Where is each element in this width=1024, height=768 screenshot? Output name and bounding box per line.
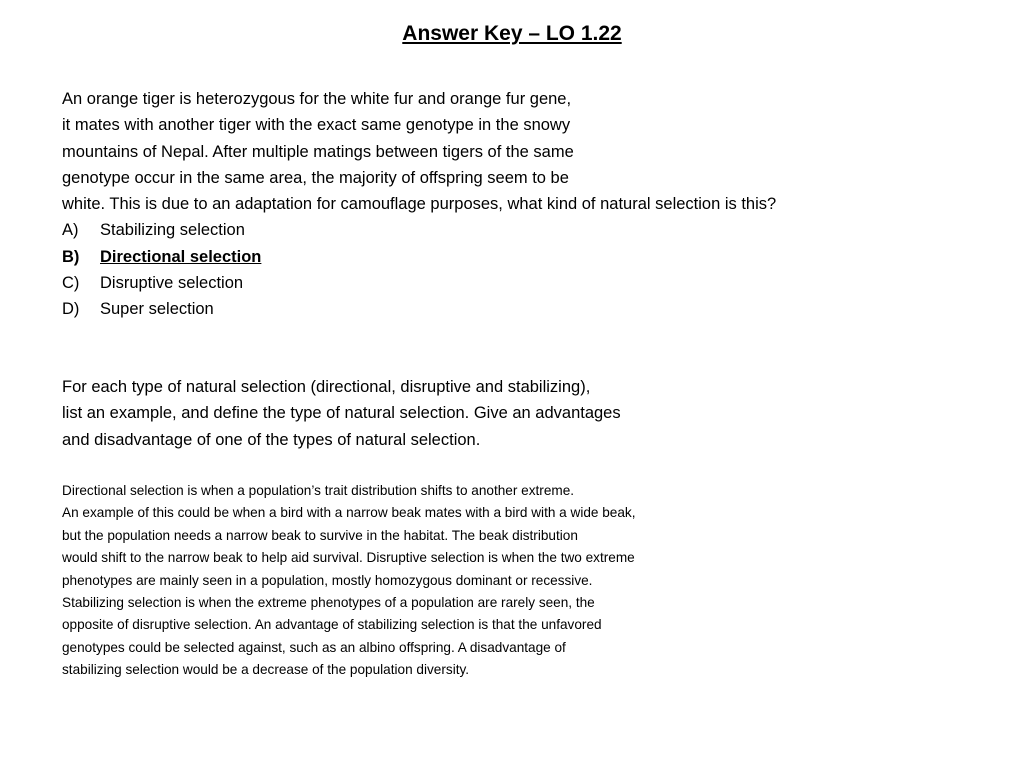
option-d bbox=[62, 296, 992, 322]
question-line: An orange tiger is heterozygous for the white fur and orange fur gene, bbox=[62, 90, 572, 108]
option-letter: C) bbox=[62, 274, 80, 293]
essay-prompt bbox=[62, 374, 992, 453]
option-text: Directional selection bbox=[100, 247, 262, 266]
option-a bbox=[62, 217, 992, 243]
option-letter: B) bbox=[62, 247, 80, 266]
question-line: it mates with another tiger with the exact same genotype in the snowy bbox=[62, 116, 571, 135]
option-b-correct bbox=[62, 244, 992, 270]
answer-line: but the population needs a narrow beak to survive in the habitat. The beak distribution bbox=[62, 527, 578, 543]
page-title: Answer Key – LO 1.22 bbox=[402, 22, 622, 45]
answer-line: phenotypes are mainly seen in a population, mostly homozygous dominant or recessive. bbox=[62, 572, 593, 588]
question-block bbox=[62, 86, 992, 323]
option-c bbox=[62, 270, 992, 296]
question-line: mountains of Nepal. After multiple matings between tigers of the same bbox=[62, 142, 574, 161]
answer-line: Stabilizing selection is when the extreme phenotypes of a population are rarely seen, the bbox=[62, 595, 595, 611]
answer-line: would shift to the narrow beak to help aid survival. Disruptive selection is when the two extreme bbox=[62, 550, 635, 566]
option-letter: D) bbox=[62, 300, 80, 319]
prompt-line: For each type of natural selection (directional, disruptive and stabilizing), bbox=[62, 378, 591, 396]
prompt-line: and disadvantage of one of the types of natural selection. bbox=[62, 430, 481, 449]
question-line: white. This is due to an adaptation for camouflage purposes, what kind of natural selection is this? bbox=[62, 195, 777, 214]
option-letter: A) bbox=[62, 221, 79, 240]
answer-line: An example of this could be when a bird with a narrow beak mates with a bird with a wide beak, bbox=[62, 505, 636, 521]
answer-options bbox=[62, 217, 992, 322]
option-text: Disruptive selection bbox=[100, 274, 244, 293]
prompt-line: list an example, and define the type of natural selection. Give an advantages bbox=[62, 404, 621, 423]
answer-line: Directional selection is when a population’s trait distribution shifts to another extreme. bbox=[62, 483, 575, 498]
option-text: Super selection bbox=[100, 300, 214, 319]
answer-line: opposite of disruptive selection. An advantage of stabilizing selection is that the unfavored bbox=[62, 617, 602, 633]
essay-answer bbox=[62, 480, 992, 682]
question-line: genotype occur in the same area, the majority of offspring seem to be bbox=[62, 168, 569, 187]
answer-line: stabilizing selection would be a decrease of the population diversity. bbox=[62, 662, 470, 678]
answer-line: genotypes could be selected against, such as an albino offspring. A disadvantage of bbox=[62, 639, 566, 655]
option-text: Stabilizing selection bbox=[100, 221, 245, 240]
